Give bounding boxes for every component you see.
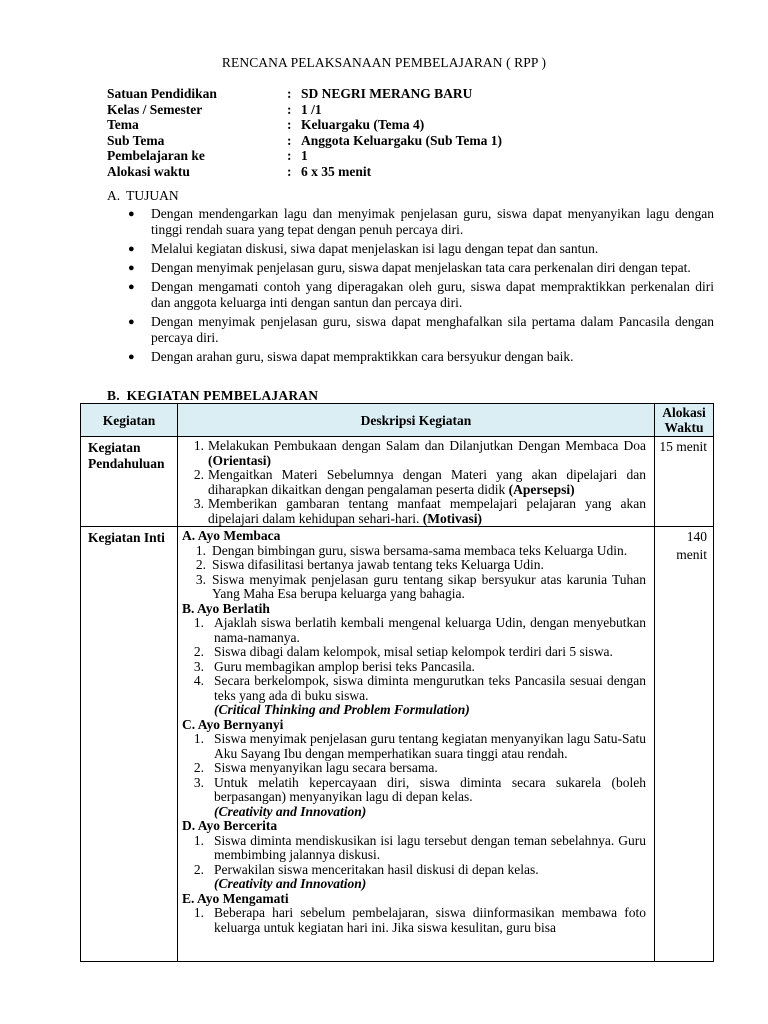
activity-name: Kegiatan Pendahuluan — [81, 437, 178, 527]
step-text: Perwakilan siswa menceritakan hasil diskusi di depan kelas. — [214, 861, 539, 877]
header-kegiatan: Kegiatan — [81, 404, 178, 437]
step-tag: (Orientasi) — [208, 452, 271, 468]
step-number: 2. — [193, 467, 204, 482]
activity-allocation: 140 menit — [655, 527, 714, 962]
identity-label: Sub Tema — [107, 132, 165, 148]
step-item — [180, 863, 646, 878]
identity-value: Keluargaku (Tema 4) — [301, 117, 425, 132]
activity-description — [178, 527, 655, 962]
section-b-heading — [107, 388, 318, 404]
identity-label: Pembelajaran ke — [107, 148, 205, 163]
step-tag: (Apersepsi) — [508, 481, 575, 497]
subsection-heading: A. Ayo Membaca — [182, 528, 281, 543]
skill-note: (Creativity and Innovation) — [214, 803, 367, 819]
goals-list — [128, 206, 714, 368]
goal-text: Dengan menyimak penjelasan guru, siswa dapat menjelaskan tata cara perkenalan diri dengan tepat. — [151, 260, 691, 275]
step-item — [180, 776, 646, 805]
identity-value: 1 /1 — [301, 101, 322, 117]
goal-text: Dengan arahan guru, siswa dapat mempraktikkan cara bersyukur dengan baik. — [151, 349, 574, 364]
bullet-icon: ● — [128, 262, 135, 274]
step-item — [180, 468, 646, 497]
bullet-icon: ● — [128, 208, 135, 220]
bullet-icon: ● — [128, 281, 135, 293]
identity-value: 6 x 35 menit — [301, 163, 372, 179]
step-list — [180, 439, 646, 526]
step-text — [208, 497, 646, 526]
step-list — [180, 616, 646, 703]
step-text: Siswa dibagi dalam kelompok, misal setiap kelompok terdiri dari 5 siswa. — [214, 644, 613, 659]
step-number: 3. — [193, 774, 204, 790]
colon: : — [287, 163, 292, 179]
skill-note: (Creativity and Innovation) — [214, 876, 367, 891]
header-alokasi: Alokasi Waktu — [655, 404, 714, 437]
subsection-heading: B. Ayo Berlatih — [182, 600, 270, 616]
step-number: 1. — [193, 905, 204, 920]
step-body: Memberikan gambaran tentang manfaat mempelajari pelajaran yang akan dipelajari dalam kehidupan sehari-hari. — [208, 496, 646, 526]
step-body: Melakukan Pembukaan dengan Salam dan Dilanjutkan Dengan Membaca Doa — [208, 438, 646, 453]
goal-item — [128, 314, 714, 346]
section-title: KEGIATAN PEMBELAJARAN — [126, 388, 319, 403]
step-list — [180, 834, 646, 878]
identity-row — [107, 164, 502, 180]
goal-item — [128, 206, 714, 238]
step-number: 2. — [193, 861, 204, 877]
step-number: 3. — [195, 571, 206, 587]
colon: : — [287, 86, 292, 101]
subsection-heading: C. Ayo Bernyanyi — [182, 716, 284, 732]
identity-row — [107, 102, 502, 118]
table-header-row — [81, 404, 714, 437]
identity-label: Tema — [107, 117, 139, 132]
goal-text: Dengan mengamati contoh yang diperagakan oleh guru, siswa dapat mempraktikkan perkenalan diri dan anggota keluarga inti dengan santun dan percaya diri. — [151, 279, 714, 310]
step-item — [180, 573, 646, 602]
subsection-heading: D. Ayo Bercerita — [182, 818, 278, 833]
bullet-icon: ● — [128, 316, 135, 328]
step-number: 1. — [193, 615, 204, 630]
goal-text: Dengan menyimak penjelasan guru, siswa dapat menghafalkan sila pertama dalam Pancasila dengan percaya diri. — [151, 314, 714, 345]
step-text: Ajaklah siswa berlatih kembali mengenal keluarga Udin, dengan menyebutkan nama-namanya. — [214, 615, 646, 645]
step-text: Siswa diminta mendiskusikan isi lagu tersebut dengan teman sebelahnya. Guru membimbing jalannya diskusi. — [214, 832, 646, 862]
step-number: 2. — [193, 644, 204, 659]
identity-row — [107, 133, 502, 149]
step-number: 1. — [193, 438, 204, 453]
activity-name: Kegiatan Inti — [81, 527, 178, 962]
colon: : — [287, 117, 292, 132]
step-number: 1. — [193, 832, 204, 848]
step-text: Dengan bimbingan guru, siswa bersama-sama membaca teks Keluarga Udin. — [212, 542, 628, 558]
document-title: RENCANA PELAKSANAAN PEMBELAJARAN ( RPP ) — [221, 55, 547, 70]
step-text — [208, 468, 646, 497]
goal-item — [128, 349, 714, 365]
step-text: Untuk melatih kepercayaan diri, siswa diminta secara sukarela (boleh berpasangan) menyanyikan lagu di depan kelas. — [214, 774, 646, 804]
identity-row — [107, 117, 502, 133]
bullet-icon: ● — [128, 243, 135, 255]
step-item — [180, 439, 646, 468]
step-number: 3. — [193, 496, 204, 511]
goal-item — [128, 260, 714, 276]
activity-allocation: 15 menit — [655, 437, 714, 527]
step-item — [180, 906, 646, 935]
step-text: Guru membagikan amplop berisi teks Pancasila. — [214, 658, 475, 674]
colon: : — [287, 148, 292, 163]
step-item — [180, 645, 646, 660]
step-text — [208, 439, 646, 468]
step-list — [180, 544, 646, 602]
step-number: 3. — [193, 658, 204, 674]
step-item — [180, 544, 646, 559]
step-list — [180, 732, 646, 805]
step-body: Mengaitkan Materi Sebelumnya dengan Materi yang akan dipelajari dan diharapkan dikaitkan dengan pengalaman peserta didik — [208, 467, 646, 497]
identity-label: Satuan Pendidikan — [107, 86, 217, 101]
step-item — [180, 674, 646, 703]
subsection-heading: E. Ayo Mengamati — [182, 890, 289, 906]
step-text: Siswa menyimak penjelasan guru tentang kegiatan menyanyikan lagu Satu-Satu Aku Sayang Ibu dengan memperhatikan suara tinggi atau rendah. — [214, 731, 646, 761]
goal-text: Dengan mendengarkan lagu dan menyimak penjelasan guru, siswa dapat menyanyikan lagu dengan tinggi rendah suara yang tepat dengan penuh percaya diri. — [151, 206, 714, 237]
step-text: Siswa menyimak penjelasan guru tentang sikap bersyukur atas karunia Tuhan Yang Maha Esa berupa keluarga yang bahagia. — [212, 571, 646, 601]
header-deskripsi: Deskripsi Kegiatan — [178, 404, 655, 437]
identity-value: 1 — [301, 148, 308, 163]
identity-row — [107, 86, 502, 102]
step-text: Secara berkelompok, siswa diminta mengurutkan teks Pancasila sesuai dengan teks yang ada di buku siswa. — [214, 673, 646, 703]
activities-table — [80, 403, 714, 962]
identity-block — [107, 86, 502, 179]
goal-text: Melalui kegiatan diskusi, siwa dapat menjelaskan isi lagu dengan tepat dan santun. — [151, 241, 599, 256]
identity-value: Anggota Keluargaku (Sub Tema 1) — [301, 132, 503, 148]
identity-value: SD NEGRI MERANG BARU — [301, 86, 473, 101]
step-item — [180, 834, 646, 863]
section-letter: A. — [107, 188, 121, 203]
step-item — [180, 732, 646, 761]
step-item — [180, 616, 646, 645]
step-item — [180, 497, 646, 526]
step-number: 2. — [193, 760, 204, 775]
table-row — [81, 437, 714, 527]
colon: : — [287, 132, 292, 148]
step-text: Beberapa hari sebelum pembelajaran, siswa diinformasikan membawa foto keluarga untuk kegiatan hari ini. Jika siswa kesulitan, guru bisa — [214, 905, 646, 935]
step-item — [180, 558, 646, 573]
step-number: 1. — [193, 731, 204, 746]
identity-label: Kelas / Semester — [107, 101, 203, 117]
step-text: Siswa menyanyikan lagu secara bersama. — [214, 760, 438, 775]
goal-item — [128, 279, 714, 311]
section-title: TUJUAN — [126, 188, 179, 203]
colon: : — [287, 101, 292, 117]
step-number: 4. — [193, 673, 204, 688]
section-letter: B. — [107, 388, 120, 403]
step-number: 2. — [195, 557, 206, 572]
step-number: 1. — [195, 542, 206, 558]
step-list — [180, 906, 646, 935]
identity-row — [107, 148, 502, 164]
step-item — [180, 761, 646, 776]
activity-description — [178, 437, 655, 527]
identity-label: Alokasi waktu — [107, 163, 190, 179]
section-a-heading — [107, 188, 179, 204]
step-text: Siswa difasilitasi bertanya jawab tentang teks Keluarga Udin. — [212, 557, 544, 572]
skill-note: (Critical Thinking and Problem Formulation) — [214, 702, 470, 717]
goal-item — [128, 241, 714, 257]
table-row — [81, 527, 714, 962]
step-tag: (Motivasi) — [422, 510, 483, 526]
bullet-icon: ● — [128, 351, 135, 363]
step-item — [180, 660, 646, 675]
